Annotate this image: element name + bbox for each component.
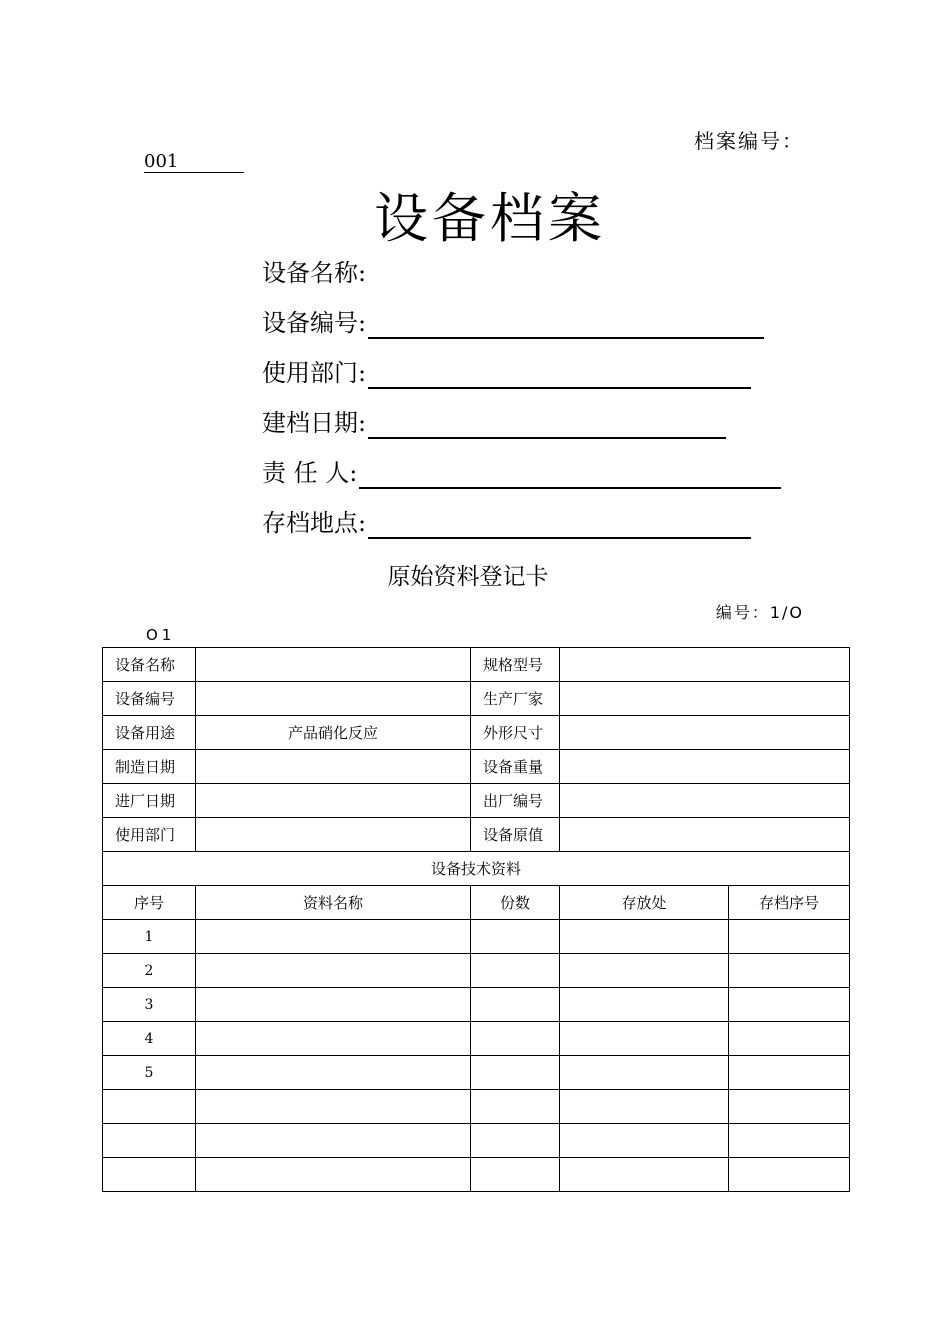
docs-header-row xyxy=(103,886,850,920)
table-row xyxy=(103,1090,850,1124)
row-location[interactable] xyxy=(560,988,729,1022)
row-doc-name[interactable] xyxy=(196,1158,471,1192)
info-label-right: 外形尺寸 xyxy=(471,716,560,750)
card-title: 原始资料登记卡 xyxy=(387,564,549,590)
responsible-person-line[interactable] xyxy=(359,463,781,489)
department-label: 使用部门: xyxy=(262,359,367,387)
responsible-person-field xyxy=(262,457,781,489)
row-no xyxy=(103,1090,196,1124)
info-row xyxy=(103,682,850,716)
row-copies[interactable] xyxy=(471,988,560,1022)
info-label-right: 生产厂家 xyxy=(471,682,560,716)
info-label-left: 设备用途 xyxy=(103,716,196,750)
info-label-right: 设备原值 xyxy=(471,818,560,852)
row-copies[interactable] xyxy=(471,1158,560,1192)
header-doc-name: 资料名称 xyxy=(196,886,471,920)
row-no: 2 xyxy=(103,954,196,988)
header-no: 序号 xyxy=(103,886,196,920)
equipment-number-label: 设备编号: xyxy=(262,309,367,337)
table-row xyxy=(103,1022,850,1056)
responsible-person-label: 责 任 人: xyxy=(262,459,358,487)
table-row xyxy=(103,1056,850,1090)
row-no: 3 xyxy=(103,988,196,1022)
filing-date-line[interactable] xyxy=(368,413,726,439)
row-doc-name[interactable] xyxy=(196,988,471,1022)
row-copies[interactable] xyxy=(471,1124,560,1158)
row-doc-name[interactable] xyxy=(196,1056,471,1090)
info-value-left[interactable] xyxy=(196,682,471,716)
row-no: 1 xyxy=(103,920,196,954)
table-row xyxy=(103,920,850,954)
row-copies[interactable] xyxy=(471,1090,560,1124)
info-row xyxy=(103,648,850,682)
info-row xyxy=(103,818,850,852)
row-archive-no[interactable] xyxy=(729,920,850,954)
row-location[interactable] xyxy=(560,954,729,988)
info-label-left: 制造日期 xyxy=(103,750,196,784)
info-label-left: 设备编号 xyxy=(103,682,196,716)
page-title: 设备档案 xyxy=(374,187,606,250)
info-value-left[interactable] xyxy=(196,818,471,852)
info-row xyxy=(103,750,850,784)
filing-date-field xyxy=(262,407,726,439)
info-value-left[interactable]: 产品硝化反应 xyxy=(196,716,471,750)
row-doc-name[interactable] xyxy=(196,920,471,954)
row-no: 4 xyxy=(103,1022,196,1056)
row-no xyxy=(103,1158,196,1192)
row-archive-no[interactable] xyxy=(729,954,850,988)
row-no: 5 xyxy=(103,1056,196,1090)
table-row xyxy=(103,988,850,1022)
technical-docs-title: 设备技术资料 xyxy=(103,852,850,886)
row-location[interactable] xyxy=(560,1090,729,1124)
info-value-left[interactable] xyxy=(196,784,471,818)
info-label-left: 设备名称 xyxy=(103,648,196,682)
header-archive-no: 存档序号 xyxy=(729,886,850,920)
row-copies[interactable] xyxy=(471,954,560,988)
row-archive-no[interactable] xyxy=(729,988,850,1022)
registration-table xyxy=(102,647,850,1192)
info-row xyxy=(103,716,850,750)
row-archive-no[interactable] xyxy=(729,1158,850,1192)
info-value-left[interactable] xyxy=(196,648,471,682)
info-label-right: 设备重量 xyxy=(471,750,560,784)
info-value-right[interactable] xyxy=(560,716,850,750)
row-location[interactable] xyxy=(560,1124,729,1158)
row-location[interactable] xyxy=(560,920,729,954)
equipment-number-line[interactable] xyxy=(368,313,764,339)
equipment-number-field xyxy=(262,307,764,339)
archive-number-label: 档案编号： xyxy=(694,129,804,153)
table-row xyxy=(103,1124,850,1158)
row-archive-no[interactable] xyxy=(729,1124,850,1158)
row-copies[interactable] xyxy=(471,920,560,954)
row-doc-name[interactable] xyxy=(196,954,471,988)
row-copies[interactable] xyxy=(471,1022,560,1056)
info-label-right: 出厂编号 xyxy=(471,784,560,818)
table-row xyxy=(103,1158,850,1192)
archive-location-line[interactable] xyxy=(368,513,751,539)
row-location[interactable] xyxy=(560,1158,729,1192)
department-line[interactable] xyxy=(368,363,751,389)
row-doc-name[interactable] xyxy=(196,1090,471,1124)
row-no xyxy=(103,1124,196,1158)
info-value-right[interactable] xyxy=(560,648,850,682)
info-label-left: 进厂日期 xyxy=(103,784,196,818)
info-value-right[interactable] xyxy=(560,818,850,852)
info-label-left: 使用部门 xyxy=(103,818,196,852)
info-row xyxy=(103,784,850,818)
archive-location-field xyxy=(262,507,751,539)
table-row xyxy=(103,954,850,988)
row-location[interactable] xyxy=(560,1022,729,1056)
row-doc-name[interactable] xyxy=(196,1124,471,1158)
info-value-left[interactable] xyxy=(196,750,471,784)
department-field xyxy=(262,357,751,389)
row-doc-name[interactable] xyxy=(196,1022,471,1056)
row-copies[interactable] xyxy=(471,1056,560,1090)
section-row xyxy=(103,852,850,886)
info-label-right: 规格型号 xyxy=(471,648,560,682)
row-archive-no[interactable] xyxy=(729,1056,850,1090)
archive-number-value: 001 xyxy=(144,152,244,173)
row-location[interactable] xyxy=(560,1056,729,1090)
archive-location-label: 存档地点: xyxy=(262,509,367,537)
card-number-continued: O1 xyxy=(146,626,176,644)
info-value-right[interactable] xyxy=(560,784,850,818)
header-copies: 份数 xyxy=(471,886,560,920)
info-value-right[interactable] xyxy=(560,750,850,784)
equipment-name-field xyxy=(262,257,366,289)
header-location: 存放处 xyxy=(560,886,729,920)
filing-date-label: 建档日期: xyxy=(262,409,367,437)
card-number-label: 编号：1/O xyxy=(715,603,804,622)
row-archive-no[interactable] xyxy=(729,1022,850,1056)
equipment-name-label: 设备名称: xyxy=(262,259,367,287)
info-value-right[interactable] xyxy=(560,682,850,716)
row-archive-no[interactable] xyxy=(729,1090,850,1124)
